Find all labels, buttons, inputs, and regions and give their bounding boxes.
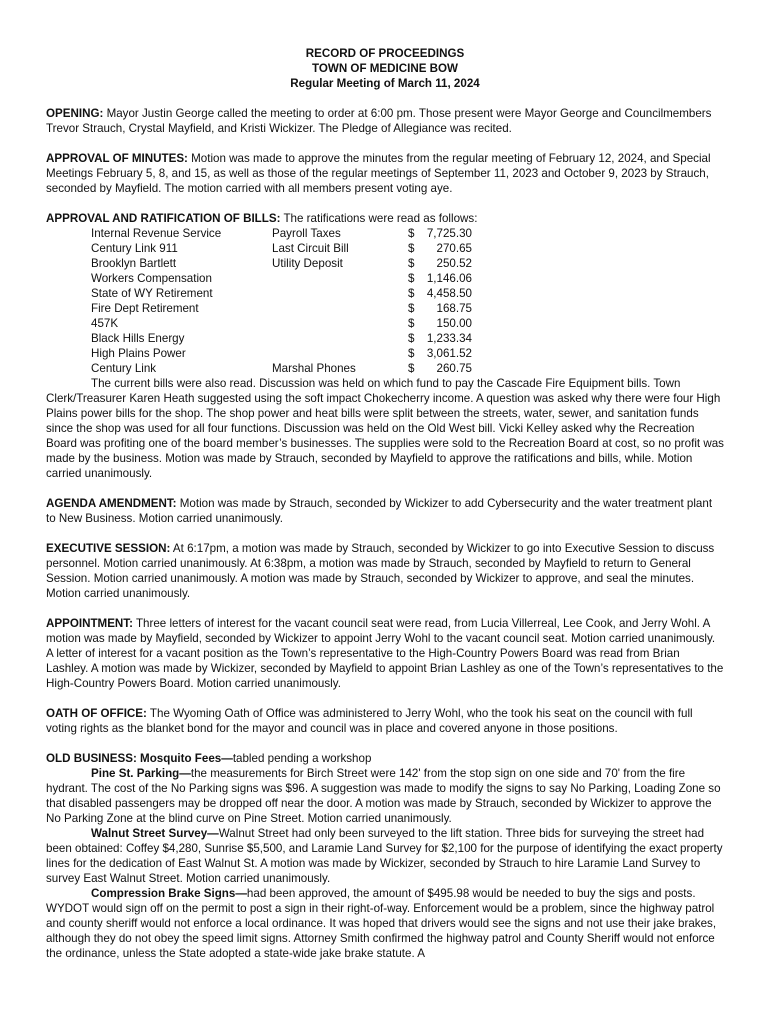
bill-description: Marshal Phones [272,362,356,375]
bill-currency: $ [408,317,415,330]
bill-currency: $ [408,332,415,345]
bill-amount: 1,146.06 [426,272,472,285]
compression-brake-text: had been approved, the amount of $495.98 would be needed to buy the sigs and posts. WYDOT would sign off on the permit to post a sign in their right-of-way. Enforcement would be a problem, since the highway patrol and county sheriff would not enforce a local ordinance. It was hoped that drivers would see the signs and not use their jake brakes, although they do not obey the speed limit signs. Attorney Smith confirmed the highway patrol and County Sheriff would not enforce the ordinance, unless the State adopted a state-wide jake brake statute. A [46,887,717,960]
bill-amount: 168.75 [436,302,472,315]
bill-currency: $ [408,302,415,315]
document-header [46,46,724,91]
bill-row [46,361,724,376]
old-business-section [46,751,724,961]
bill-vendor: Fire Dept Retirement [91,302,199,315]
bill-vendor: Century Link 911 [91,242,178,255]
bills-label: APPROVAL AND RATIFICATION OF BILLS: [46,212,281,225]
bill-row [46,226,724,241]
bill-vendor: 457K [91,317,119,330]
oath-text: The Wyoming Oath of Office was administered to Jerry Wohl, who the took his seat on the council with full voting rights as the blanket bond for the mayor and council was in place and covered anyone in those positions. [46,707,693,735]
bill-currency: $ [408,362,415,375]
mosquito-label: Mosquito Fees— [136,752,233,765]
header-title: RECORD OF PROCEEDINGS [305,47,465,60]
bill-vendor: Internal Revenue Service [91,227,222,240]
bill-currency: $ [408,227,415,240]
mosquito-item [46,751,724,766]
bill-amount: 1,233.34 [426,332,472,345]
bill-row [46,301,724,316]
minutes-label: APPROVAL OF MINUTES: [46,152,188,165]
bill-vendor: Workers Compensation [91,272,212,285]
bill-vendor: State of WY Retirement [91,287,213,300]
appointment-text: Three letters of interest for the vacant council seat were read, from Lucia Villerreal, Lee Cook, and Jerry Wohl. A motion was made by Mayfield, seconded by Wickizer to appoint Jerry Wohl to the vacant council seat. Motion carried unanimously. A letter of interest for a vacant position as the Town’s representative to the High-Country Powers Board was read from Brian Lashley. A motion was made by Wickizer, seconded by Mayfield to appoint Brian Lashley as one of the Town’s representatives to the High-Country Powers Board. Motion carried unanimously. [46,617,724,690]
bill-description: Payroll Taxes [272,227,341,240]
executive-label: EXECUTIVE SESSION: [46,542,171,555]
minutes-text: Motion was made to approve the minutes from the regular meeting of February 12, 2024, and Special Meetings February 5, 8, and 15, as well as those of the regular meetings of September 11, 2023 and October 9, 2023 by Strauch, seconded by Mayfield. The motion carried with all members present voting aye. [46,152,711,195]
bill-description: Utility Deposit [272,257,343,270]
agenda-label: AGENDA AMENDMENT: [46,497,177,510]
pine-parking-label: Pine St. Parking— [91,767,191,780]
bill-description [272,331,408,346]
bill-amount: 3,061.52 [426,347,472,360]
bill-description: Last Circuit Bill [272,242,349,255]
bill-currency: $ [408,257,415,270]
executive-section [46,541,724,601]
appointment-section [46,616,724,691]
bill-row [46,286,724,301]
bill-amount: 260.75 [436,362,472,375]
bill-amount: 4,458.50 [426,287,472,300]
compression-brake-label: Compression Brake Signs— [91,887,247,900]
bill-vendor: Brooklyn Bartlett [91,257,177,270]
bill-row [46,241,724,256]
appointment-label: APPOINTMENT: [46,617,133,630]
bill-row [46,316,724,331]
bill-description [272,346,408,361]
bill-currency: $ [408,242,415,255]
bills-intro: The ratifications were read as follows: [280,212,478,225]
bill-vendor: Black Hills Energy [91,332,185,345]
oath-label: OATH OF OFFICE: [46,707,147,720]
walnut-survey-text: Walnut Street had only been surveyed to the lift station. Three bids for surveying the street had been obtained: Coffey $4,280, Sunrise $5,500, and Laramie Land Survey for $2,100 for the purpose of identifying the exact property lines for the dedication of East Walnut St. A motion was made by Wickizer, seconded by Strauch to hire Laramie Land Survey to survey East Walnut Street. Motion carried unanimously. [46,827,723,885]
bills-discussion: The current bills were also read. Discussion was held on which fund to pay the Cascade Fire Equipment bills. Town Clerk/Treasurer Karen Heath suggested using the soft impact Chokecherry income. A question was asked why there were four High Plains power bills for the shop. The shop power and heat bills were split between the streets, water, sewer, and sanitation funds since the shop was used for all four functions. Discussion was held on the Old West bill. Vicki Kelley asked why the Recreation Board was profiting one of the board member’s businesses. The supplies were sold to the Recreation Board at cost, so no profit was made by the business. Motion was made by Strauch, seconded by Mayfield to approve the ratifications and bills, while. Motion carried unanimously. [46,377,724,480]
bill-row [46,271,724,286]
compression-brake-item [46,886,724,961]
bill-row [46,256,724,271]
bill-amount: 270.65 [436,242,472,255]
bill-amount: 150.00 [436,317,472,330]
opening-label: OPENING: [46,107,104,120]
agenda-section [46,496,724,526]
executive-text: At 6:17pm, a motion was made by Strauch, seconded by Wickizer to go into Executive Session to discuss personnel. Motion carried unanimously. At 6:38pm, a motion was made by Strauch, seconded by Mayfield to return to General Session. Motion carried unanimously. A motion was made by Strauch, seconded by Wickizer to approve, and seal the minutes. Motion carried unanimously. [46,542,715,600]
bills-section [46,211,724,481]
bill-row [46,331,724,346]
bill-description [272,316,408,331]
opening-section [46,106,724,136]
header-meeting-date: Regular Meeting of March 11, 2024 [290,77,480,90]
walnut-survey-item [46,826,724,886]
old-business-label: OLD BUSINESS: [46,752,137,765]
bill-row [46,346,724,361]
oath-section [46,706,724,736]
bill-amount: 250.52 [436,257,472,270]
pine-parking-text: the measurements for Birch Street were 142' from the stop sign on one side and 70' from the fire hydrant. The cost of the No Parking signs was $96. A suggestion was made to modify the signs to say No Parking, Loading Zone so that disabled passengers may be dropped off near the door. A motion was made by Strauch, seconded by Wickizer to approve the No Parking Zone at the blind curve on Pine Street. Motion carried unanimously. [46,767,721,825]
opening-text: Mayor Justin George called the meeting to order at 6:00 pm. Those present were Mayor George and Councilmembers Trevor Strauch, Crystal Mayfield, and Kristi Wickizer. The Pledge of Allegiance was recited. [46,107,712,135]
pine-parking-item [46,766,724,826]
bill-description [272,286,408,301]
bill-description [272,301,408,316]
header-town: TOWN OF MEDICINE BOW [312,62,458,75]
bills-table [46,226,724,376]
agenda-text: Motion was made by Strauch, seconded by Wickizer to add Cybersecurity and the water treatment plant to New Business. Motion carried unanimously. [46,497,713,525]
minutes-section [46,151,724,196]
bill-currency: $ [408,272,415,285]
bill-vendor: Century Link [91,362,157,375]
bill-currency: $ [408,347,415,360]
bill-amount: 7,725.30 [426,227,472,240]
mosquito-text: tabled pending a workshop [232,752,372,765]
bill-description [272,271,408,286]
walnut-survey-label: Walnut Street Survey— [91,827,219,840]
bill-currency: $ [408,287,415,300]
bill-vendor: High Plains Power [91,347,186,360]
